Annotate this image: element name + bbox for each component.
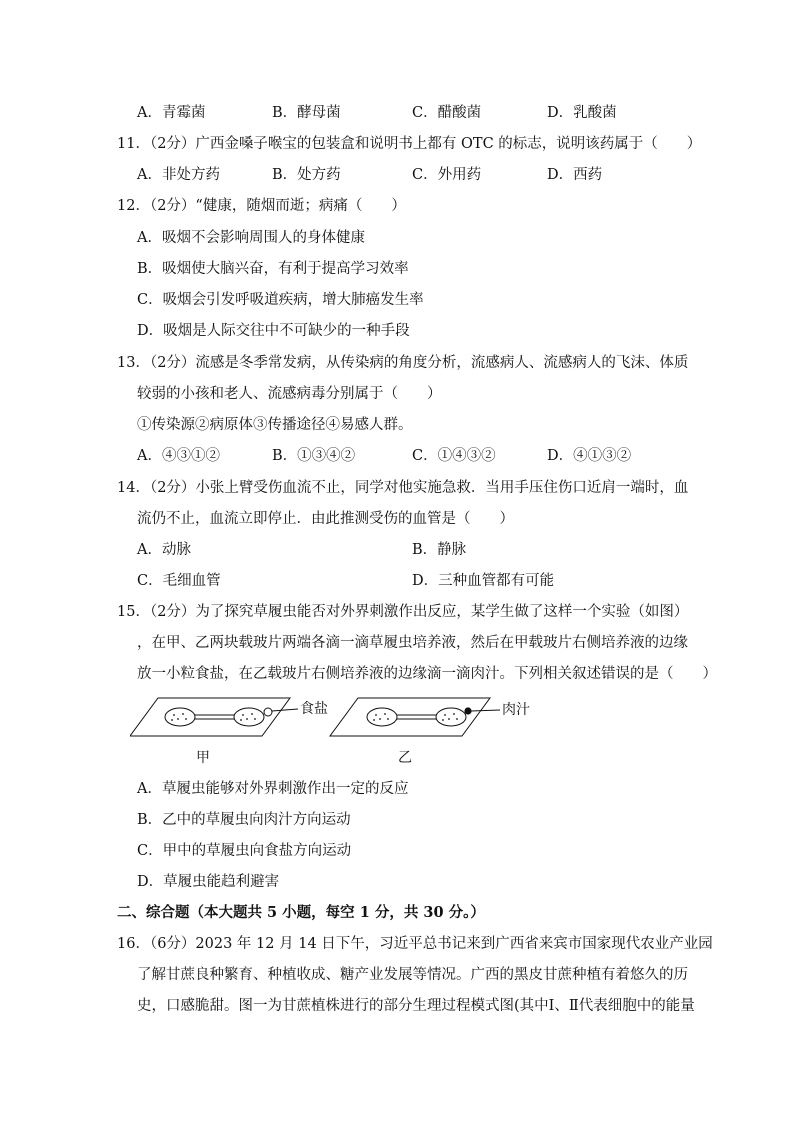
q13-option-d: D．④①③② — [547, 448, 632, 464]
q15-stem-line3: 放一小粒食盐，在乙载玻片右侧培养液的边缘滴一滴肉汁。下列相关叙述错误的是（ ） — [137, 666, 717, 682]
q10-option-a: A．青霉菌 — [137, 105, 206, 121]
salt-pointer — [272, 709, 298, 711]
q10-option-d: D．乳酸菌 — [547, 105, 617, 121]
q15-option-a: A．草履虫能够对外界刺激作出一定的反应 — [137, 781, 409, 797]
q15-stem-line1: 15．（2分）为了探究草履虫能否对外界刺激作出反应，某学生做了这样一个实验（如图） — [117, 604, 689, 620]
q15-option-d: D．草履虫能趋利避害 — [137, 874, 280, 890]
culture-drop-right-yi — [436, 708, 466, 726]
q14-stem-line1: 14．（2分）小张上臂受伤血流不止，同学对他实施急救．当用手压住伤口近肩一端时，血 — [117, 480, 689, 496]
q11-option-d: D．西药 — [547, 167, 603, 183]
section-heading: 二、综合题（本大题共 5 小题，每空 1 分，共 30 分。） — [117, 904, 485, 921]
q15-option-c: C．甲中的草履虫向食盐方向运动 — [137, 843, 352, 859]
q15-stem-line2: ，在甲、乙两块载玻片两端各滴一滴草履虫培养液，然后在甲载玻片右侧培养液的边缘 — [137, 635, 688, 651]
q16-line1: 16．（6分）2023 年 12 月 14 日下午，习近平总书记来到广西省来宾市国家现代农业产业园 — [117, 936, 713, 952]
q11-option-c: C．外用药 — [412, 167, 482, 183]
q11-option-b: B．处方药 — [272, 167, 341, 183]
q12-option-a: A．吸烟不会影响周围人的身体健康 — [137, 230, 365, 246]
q14-option-d: D．三种血管都有可能 — [412, 573, 555, 589]
q10-option-c: C．醋酸菌 — [412, 105, 482, 121]
q12-stem: 12．（2分）“健康，随烟而逝；病痛（ ） — [117, 198, 406, 214]
culture-drop-right-jia — [234, 708, 264, 726]
q14-stem-line2: 流仍不止，血流立即停止．由此推测受伤的血管是（ ） — [137, 511, 514, 527]
q13-option-c: C．①④③② — [412, 448, 496, 464]
q14-option-b: B．静脉 — [412, 542, 467, 558]
culture-drop-left-yi — [367, 708, 397, 726]
q13-items: ①传染源②病原体③传播途径④易感人群。 — [137, 417, 413, 433]
paramecium-experiment-figure — [130, 690, 550, 770]
label-yi: 乙 — [398, 750, 412, 766]
slides-diagram — [130, 690, 550, 770]
paramecia-dots-yi — [373, 713, 458, 721]
salt-grain — [264, 708, 272, 716]
culture-drop-left-jia — [165, 708, 195, 726]
q13-option-b: B．①③④② — [272, 448, 356, 464]
label-meat-juice: 肉汁 — [502, 702, 530, 718]
q13-option-a: A．④③①② — [137, 448, 220, 464]
q11-option-a: A．非处方药 — [137, 167, 220, 183]
slide-jia — [130, 698, 290, 736]
paramecia-dots-jia — [171, 713, 256, 721]
q15-option-b: B．乙中的草履虫向肉汁方向运动 — [137, 812, 351, 828]
q10-option-b: B．酵母菌 — [272, 105, 341, 121]
meat-juice-drop — [464, 707, 471, 714]
q12-option-c: C．吸烟会引发呼吸道疾病，增大肺癌发生率 — [137, 292, 424, 308]
q13-stem-line2: 较弱的小孩和老人、流感病毒分别属于（ ） — [137, 386, 442, 402]
juice-pointer — [471, 710, 500, 711]
label-jia: 甲 — [196, 750, 210, 766]
q11-stem: 11．（2分）广西金嗓子喉宝的包装盒和说明书上都有 OTC 的标志，说明该药属于（ ） — [117, 136, 702, 152]
label-salt: 食盐 — [300, 701, 328, 717]
q12-option-d: D．吸烟是人际交往中不可缺少的一种手段 — [137, 323, 410, 339]
q16-line2: 了解甘蔗良种繁育、种植收成、糖产业发展等情况。广西的黑皮甘蔗种植有着悠久的历 — [137, 967, 688, 983]
q14-option-a: A．动脉 — [137, 542, 191, 558]
q13-stem-line1: 13．（2分）流感是冬季常发病，从传染病的角度分析，流感病人、流感病人的飞沫、体质 — [117, 355, 689, 371]
q12-option-b: B．吸烟使大脑兴奋，有利于提高学习效率 — [137, 261, 409, 277]
q14-option-c: C．毛细血管 — [137, 573, 221, 589]
q16-line3: 史，口感脆甜。图一为甘蔗植株进行的部分生理过程模式图(其中Ⅰ、Ⅱ代表细胞中的能量 — [137, 998, 695, 1014]
